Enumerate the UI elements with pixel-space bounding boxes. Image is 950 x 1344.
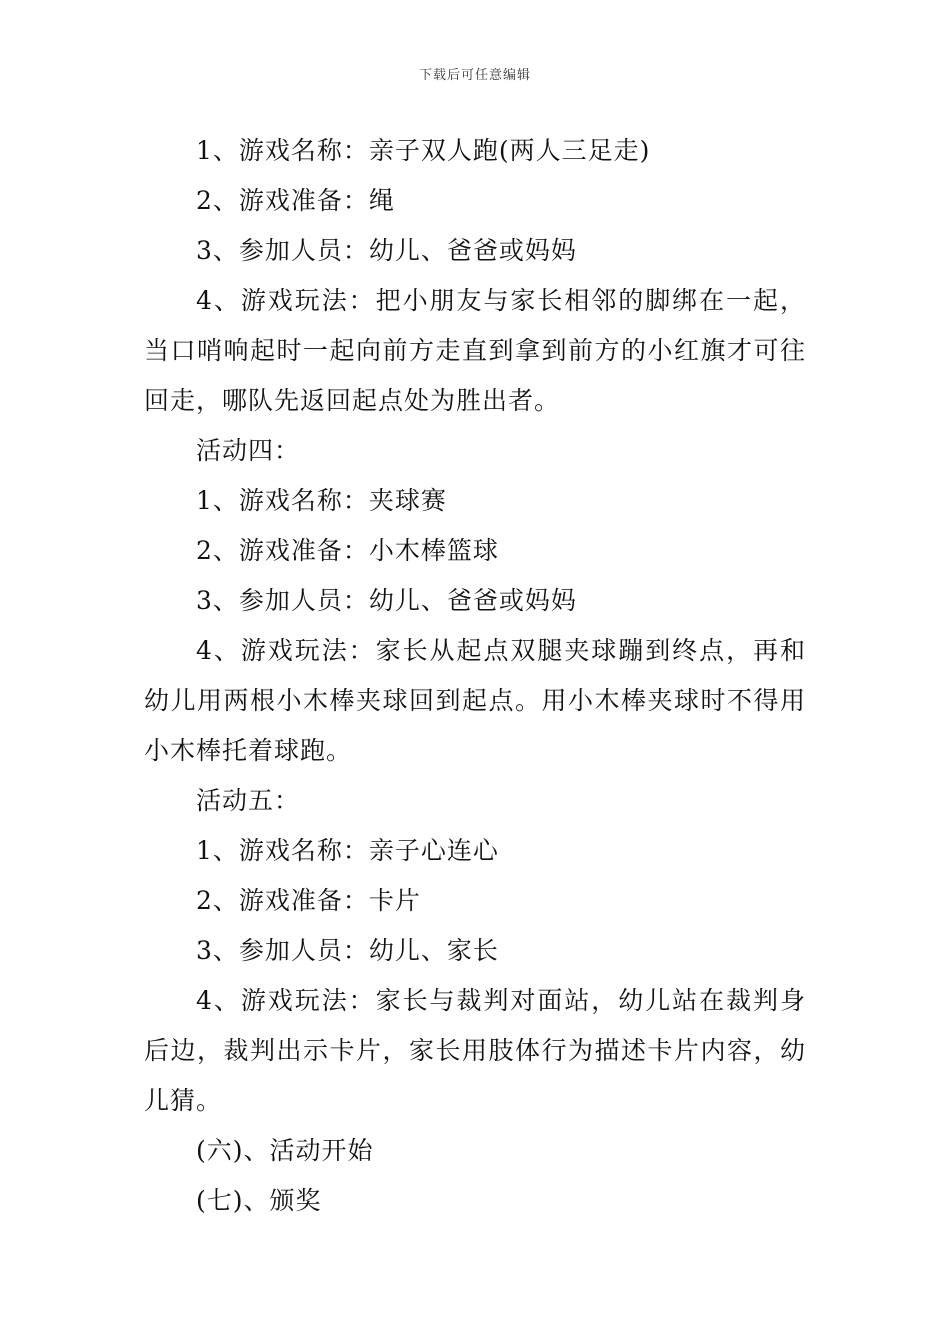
paragraph-game3-prep: 2、游戏准备：绳 — [196, 186, 395, 215]
paragraph-game5-prep: 2、游戏准备：卡片 — [196, 886, 421, 915]
paragraph-game4-rules: 4、游戏玩法：家长从起点双腿夹球蹦到终点，再和幼儿用两根小木棒夹球回到起点。用小木棒夹球时不得用小木棒托着球跑。 — [144, 636, 806, 765]
section-heading-awards: (七)、颁奖 — [196, 1186, 322, 1215]
document-body — [144, 126, 806, 1226]
paragraph-game5-rules: 4、游戏玩法：家长与裁判对面站，幼儿站在裁判身后边，裁判出示卡片，家长用肢体行为描述卡片内容，幼儿猜。 — [144, 986, 806, 1115]
section-heading-start: (六)、活动开始 — [196, 1136, 374, 1165]
paragraph-game4-name: 1、游戏名称：夹球赛 — [196, 486, 447, 515]
section-heading-activity4: 活动四： — [196, 436, 301, 465]
paragraph-game5-name: 1、游戏名称：亲子心连心 — [196, 836, 499, 865]
section-heading-activity5: 活动五： — [196, 786, 301, 815]
paragraph-game3-participants: 3、参加人员：幼儿、爸爸或妈妈 — [196, 236, 577, 265]
page-header-note: 下载后可任意编辑 — [418, 68, 531, 83]
paragraph-game3-name: 1、游戏名称：亲子双人跑(两人三足走) — [196, 136, 651, 165]
paragraph-game4-participants: 3、参加人员：幼儿、爸爸或妈妈 — [196, 586, 577, 615]
paragraph-game4-prep: 2、游戏准备：小木棒篮球 — [196, 536, 499, 565]
paragraph-game5-participants: 3、参加人员：幼儿、家长 — [196, 936, 499, 965]
paragraph-game3-rules: 4、游戏玩法：把小朋友与家长相邻的脚绑在一起，当口哨响起时一起向前方走直到拿到前方的小红旗才可往回走，哪队先返回起点处为胜出者。 — [144, 286, 806, 415]
